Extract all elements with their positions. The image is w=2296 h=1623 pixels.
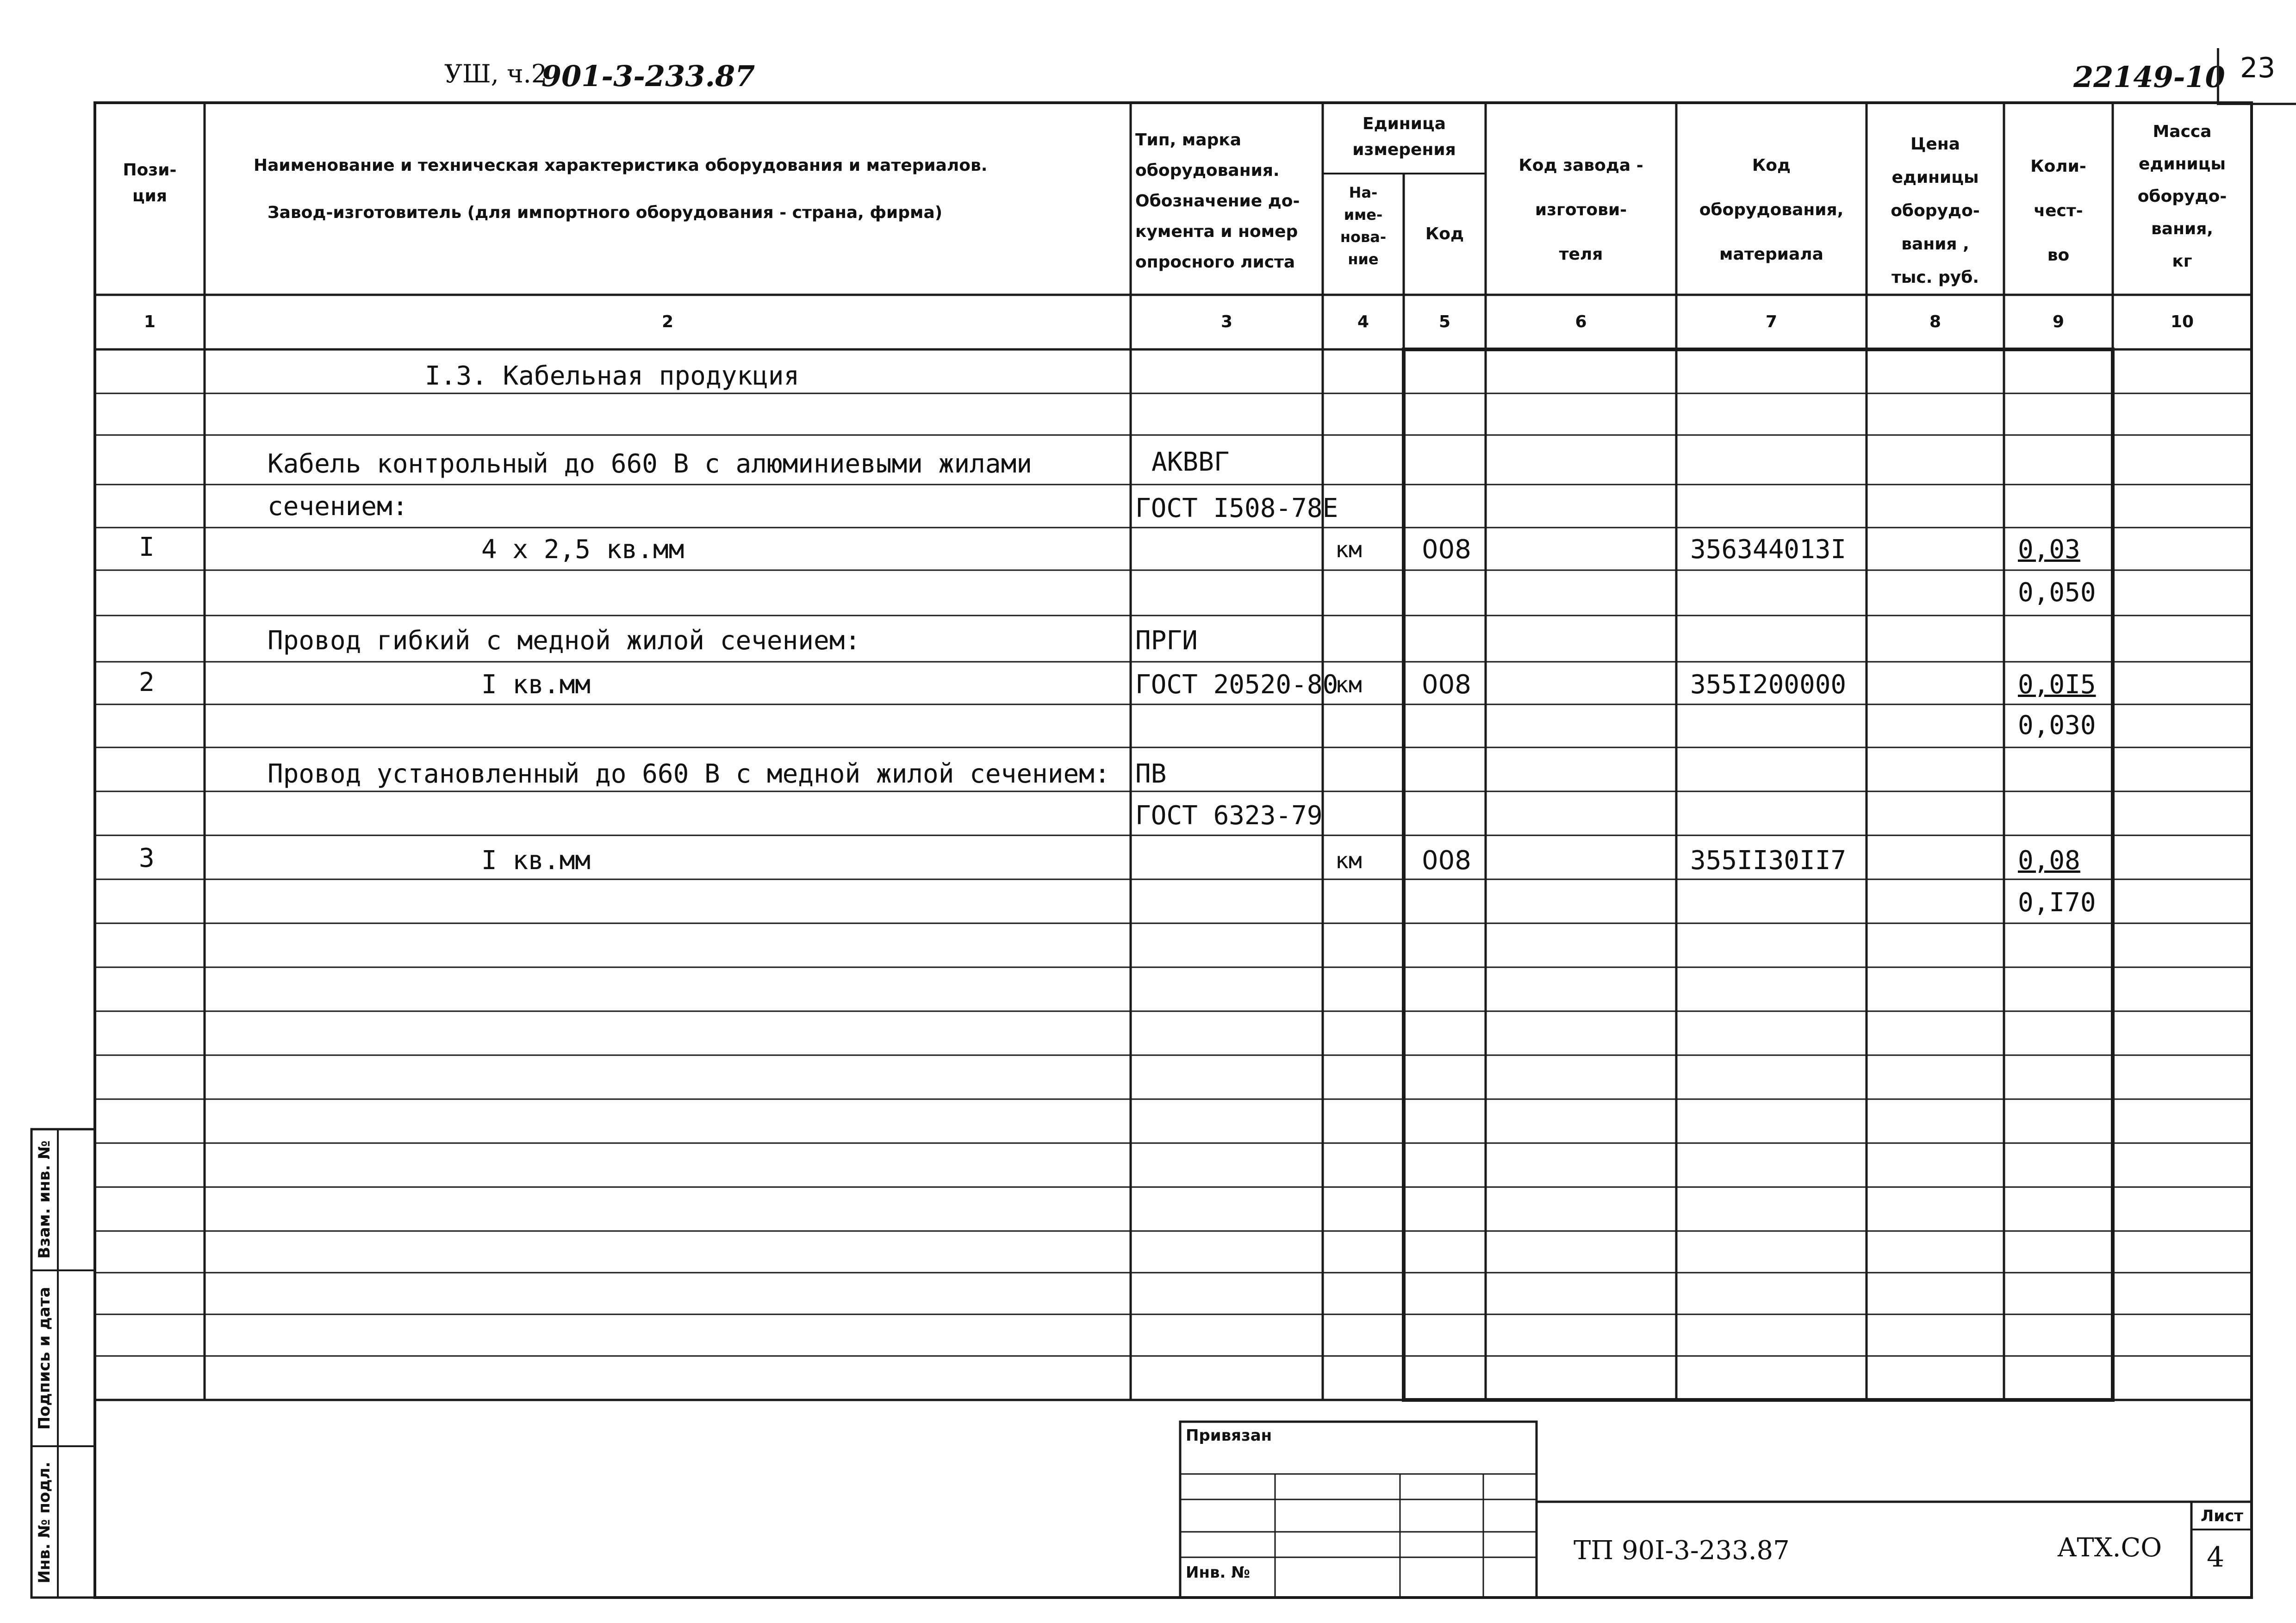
wire1-type: ПРГИ [1135,626,1198,656]
cable-type: АКВВГ [1151,447,1230,477]
item1-unit-code: 008 [1422,535,1471,565]
item1-position: I [139,532,155,562]
item3-name: I кв.мм [481,846,591,876]
page-corner-number: 23 [2240,52,2276,84]
document-code: ТП 90I-3-233.87 [1574,1536,1790,1566]
item2-name: I кв.мм [481,670,591,700]
colnum-2: 2 [661,312,674,331]
item3-unit-code: 008 [1422,846,1471,876]
item3-position: 3 [139,843,155,873]
col2-header-line1: Наименование и техническая характеристика оборудования и материалов. [254,156,988,175]
colnum-7: 7 [1765,312,1778,331]
item2-quantity: 0,0I5 [2018,670,2096,700]
item2-material-code: 355I200000 [1690,670,1847,700]
col8-header: Цена единицы оборудо- вания , тыс. руб. [1891,135,1980,287]
inv-no-label: Инв. № [1186,1563,1251,1582]
section-title: I.3. Кабельная продукция [425,361,800,391]
stamp-vzam-inv: Взам. инв. № [35,1140,54,1259]
col5-header: Код [1425,224,1464,243]
col9-header: Коли- чест- во [2030,157,2086,265]
col7-header: Код оборудования, материала [1699,156,1844,264]
sheet-label: Лист [2201,1507,2243,1525]
colnum-9: 9 [2052,312,2065,331]
colnum-10: 10 [2170,312,2194,331]
colnum-3: 3 [1220,312,1233,331]
wire2-gost: ГОСТ 6323-79 [1135,801,1323,831]
cable-description-2: сечением: [268,491,408,522]
cable-description: Кабель контрольный до 660 В с алюминиевыми жилами [268,449,1033,479]
item3-mass: 0,I70 [2018,888,2096,918]
colnum-5: 5 [1438,312,1451,331]
item2-unit: км [1335,672,1362,698]
cable-gost: ГОСТ I508-78Е [1135,493,1338,523]
volume-part-label: УШ, ч.2 [444,59,548,88]
wire2-description: Провод установленный до 660 В с медной жилой сечением: [268,759,1110,789]
col2-header-line2: Завод-изготовитель (для импортного оборудования - страна, фирма) [268,203,943,222]
colnum-8: 8 [1929,312,1941,331]
wire1-description: Провод гибкий с медной жилой сечением: [268,626,861,656]
document-mark: АТХ.СО [2057,1533,2162,1563]
wire2-type: ПВ [1135,759,1167,789]
colnum-4: 4 [1357,312,1369,331]
colnum-1: 1 [143,312,156,331]
col3-header: Тип, марка оборудования. Обозначение до- кумента и номер опросного листа [1135,131,1300,272]
item1-mass: 0,050 [2018,578,2096,608]
col6-header: Код завода - изготови- теля [1518,156,1643,264]
item1-material-code: 356344013I [1690,535,1847,565]
privyazan-label: Привязан [1186,1426,1272,1445]
item2-unit-code: 008 [1422,670,1471,700]
stamp-podpis-data: Подпись и дата [35,1287,54,1430]
col10-header: Масса единицы оборудо- вания, кг [2137,122,2227,271]
stamp-inv-podl: Инв. № подл. [35,1461,54,1584]
sheet-number: 4 [2207,1541,2225,1573]
col1-header: Пози- ция [123,161,177,205]
col4-header: На- име- нова- ние [1340,184,1387,268]
colnum-6: 6 [1575,312,1587,331]
item2-mass: 0,030 [2018,710,2096,740]
item1-unit: км [1335,537,1362,563]
item1-quantity: 0,03 [2018,535,2080,565]
project-code-handwritten: 901-3-233.87 [541,59,755,93]
item1-name: 4 х 2,5 кв.мм [481,535,684,565]
archive-number: 22149-10 [2073,60,2225,94]
item2-gost: ГОСТ 20520-80 [1135,670,1338,700]
item2-position: 2 [139,667,155,697]
item3-unit: км [1335,848,1362,874]
unit-group-header: Единица измерения [1352,114,1456,159]
item3-material-code: 355II30II7 [1690,846,1847,876]
item3-quantity: 0,08 [2018,846,2080,876]
